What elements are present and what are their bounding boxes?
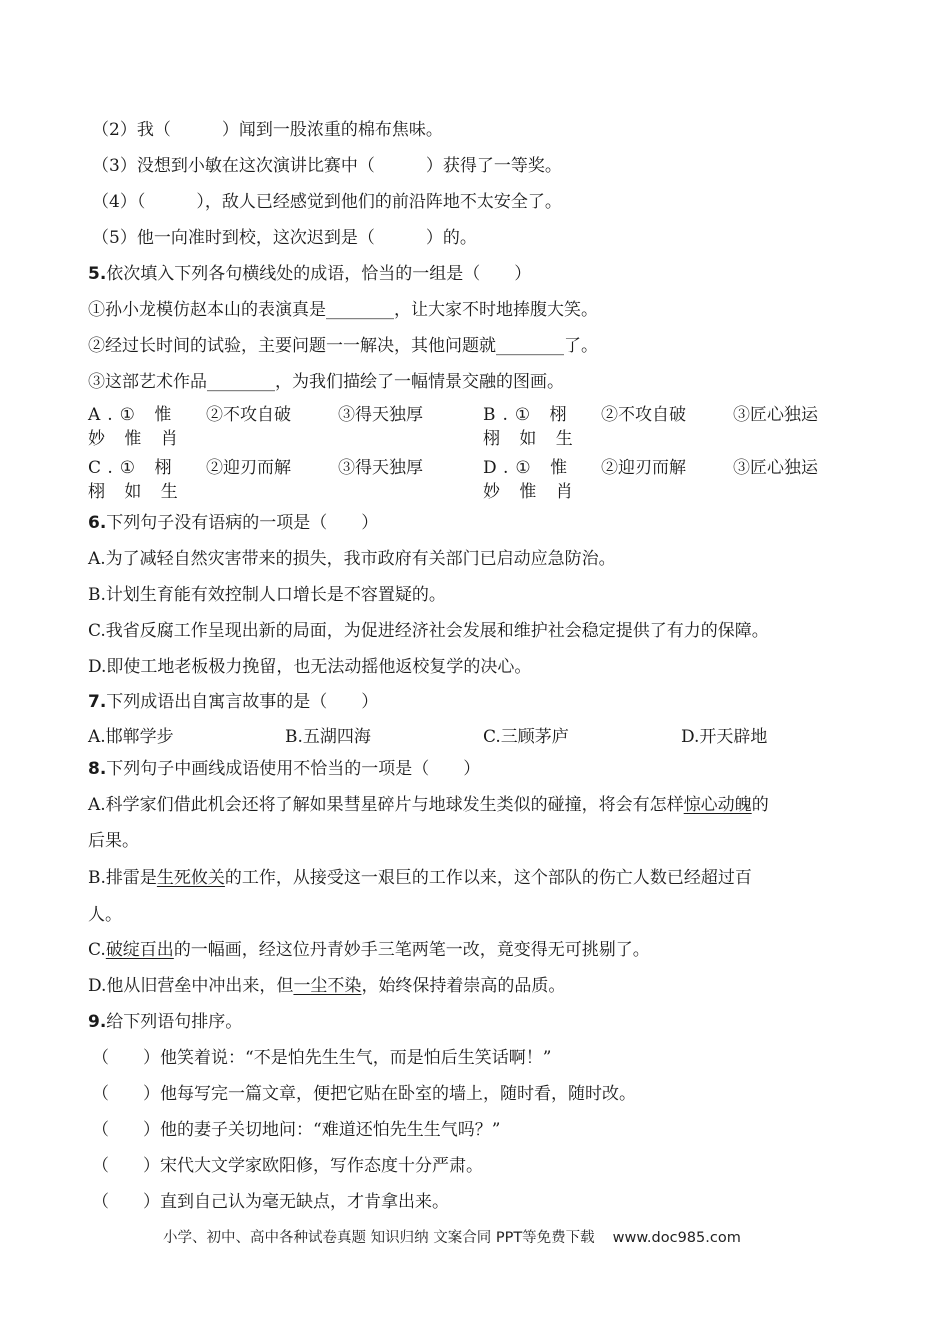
q5-option-c-1: C.① 栩 栩 如 生 bbox=[88, 458, 185, 502]
q8-a-text: A.科学家们借此机会还将了解如果彗星碎片与地球发生类似的碰撞，将会有怎样 bbox=[88, 795, 684, 815]
q9-stem-text: 给下列语句排序。 bbox=[106, 1012, 243, 1032]
q6-stem-text: 下列句子没有语病的一项是（ ） bbox=[106, 513, 379, 533]
q8-option-a bbox=[88, 793, 769, 817]
footer-site-link[interactable]: www.doc985.com bbox=[612, 1230, 741, 1246]
q5-stem-text: 依次填入下列各句横线处的成语，恰当的一组是（ ） bbox=[106, 264, 532, 284]
q4-line-3: （3）没想到小敏在这次演讲比赛中（ ）获得了一等奖。 bbox=[92, 156, 562, 176]
q5-option-c-2: ②迎刃而解 bbox=[206, 458, 291, 478]
q8-option-b-cont: 人。 bbox=[88, 905, 122, 925]
q5-option-a bbox=[88, 403, 423, 451]
q5-option-c-3: ③得天独厚 bbox=[338, 458, 423, 478]
q7-stem-text: 下列成语出自寓言故事的是（ ） bbox=[106, 692, 379, 712]
q5-option-a-3: ③得天独厚 bbox=[338, 405, 423, 425]
q9-item-2: （ ）他每写完一篇文章，便把它贴在卧室的墙上，随时看，随时改。 bbox=[92, 1084, 636, 1104]
q5-option-d bbox=[483, 456, 818, 504]
q7-option-c: C.三顾茅庐 bbox=[483, 727, 569, 747]
q7-number: 7. bbox=[88, 692, 107, 712]
q8-b-text: B.排雷是 bbox=[88, 868, 157, 888]
q4-line-2: （2）我（ ）闻到一股浓重的棉布焦味。 bbox=[92, 120, 443, 140]
q4-line-4: （4）（ ），敌人已经感觉到他们的前沿阵地不太安全了。 bbox=[92, 192, 562, 212]
q7-stem bbox=[88, 690, 378, 714]
q5-option-a-1: A.① 惟 妙 惟 肖 bbox=[88, 405, 185, 449]
q5-option-d-2: ②迎刃而解 bbox=[601, 458, 686, 478]
q5-option-d-3: ③匠心独运 bbox=[733, 458, 818, 478]
q8-number: 8. bbox=[88, 759, 107, 779]
q6-option-a: A.为了减轻自然灾害带来的损失，我市政府有关部门已启动应急防治。 bbox=[88, 549, 616, 569]
q5-number: 5. bbox=[88, 264, 107, 284]
q5-stem bbox=[88, 262, 531, 286]
q8-c-text: C. bbox=[88, 940, 106, 960]
q8-c-underlined-idiom: 破绽百出 bbox=[105, 940, 174, 960]
q9-item-1: （ ）他笑着说：“不是怕先生生气，而是怕后生笑话啊！” bbox=[92, 1048, 552, 1068]
q5-option-b-3: ③匠心独运 bbox=[733, 405, 818, 425]
q5-option-b-2: ②不攻自破 bbox=[601, 405, 686, 425]
q8-a-underlined-idiom: 惊心动魄 bbox=[683, 795, 752, 815]
q5-option-b-1: B.① 栩 栩 如 生 bbox=[483, 405, 580, 449]
q7-option-d: D.开天辟地 bbox=[681, 727, 768, 747]
q5-option-d-1: D.① 惟 妙 惟 肖 bbox=[483, 458, 580, 502]
q8-a-text-end: 的 bbox=[751, 795, 769, 815]
q6-option-c: C.我省反腐工作呈现出新的局面，为促进经济社会发展和维护社会稳定提供了有力的保障。 bbox=[88, 621, 769, 641]
q8-d-text: D.他从旧营垒中冲出来，但 bbox=[88, 976, 294, 996]
q6-option-d: D.即使工地老板极力挽留，也无法动摇他返校复学的决心。 bbox=[88, 657, 532, 677]
q5-sentence-3: ③这部艺术作品________，为我们描绘了一幅情景交融的图画。 bbox=[88, 372, 564, 392]
q8-c-text-end: 的一幅画，经这位丹青妙手三笔两笔一改，竟变得无可挑剔了。 bbox=[173, 940, 650, 960]
q6-number: 6. bbox=[88, 513, 107, 533]
q5-sentence-2: ②经过长时间的试验，主要问题一一解决，其他问题就________了。 bbox=[88, 336, 598, 356]
q9-stem bbox=[88, 1010, 242, 1034]
footer bbox=[163, 1226, 741, 1247]
q7-option-a: A.邯郸学步 bbox=[88, 727, 174, 747]
q5-option-a-2: ②不攻自破 bbox=[206, 405, 291, 425]
q8-option-b bbox=[88, 866, 752, 890]
q6-stem bbox=[88, 511, 378, 535]
q9-item-3: （ ）他的妻子关切地问：“难道还怕先生生气吗？” bbox=[92, 1120, 501, 1140]
q5-option-b bbox=[483, 403, 818, 451]
q5-sentence-1: ①孙小龙模仿赵本山的表演真是________，让大家不时地捧腹大笑。 bbox=[88, 300, 598, 320]
q4-line-5: （5）他一向准时到校，这次迟到是（ ）的。 bbox=[92, 228, 477, 248]
q9-number: 9. bbox=[88, 1012, 107, 1032]
q8-option-d bbox=[88, 974, 565, 998]
q8-stem-text: 下列句子中画线成语使用不恰当的一项是（ ） bbox=[106, 759, 481, 779]
q6-option-b: B.计划生育能有效控制人口增长是不容置疑的。 bbox=[88, 585, 446, 605]
q8-option-a-cont: 后果。 bbox=[88, 831, 139, 851]
q8-b-text-end: 的工作，从接受这一艰巨的工作以来，这个部队的伤亡人数已经超过百 bbox=[224, 868, 752, 888]
q8-b-underlined-idiom: 生死攸关 bbox=[156, 868, 225, 888]
q9-item-4: （ ）宋代大文学家欧阳修，写作态度十分严肃。 bbox=[92, 1156, 483, 1176]
footer-text: 小学、初中、高中各种试卷真题 知识归纳 文案合同 PPT等免费下载 bbox=[163, 1230, 595, 1246]
q8-option-c bbox=[88, 938, 650, 962]
q5-option-c bbox=[88, 456, 423, 504]
q8-stem bbox=[88, 757, 480, 781]
q7-option-b: B.五湖四海 bbox=[285, 727, 371, 747]
q8-d-underlined-idiom: 一尘不染 bbox=[293, 976, 362, 996]
q9-item-5: （ ）直到自己认为毫无缺点，才肯拿出来。 bbox=[92, 1192, 449, 1212]
q8-d-text-end: ，始终保持着崇高的品质。 bbox=[361, 976, 566, 996]
